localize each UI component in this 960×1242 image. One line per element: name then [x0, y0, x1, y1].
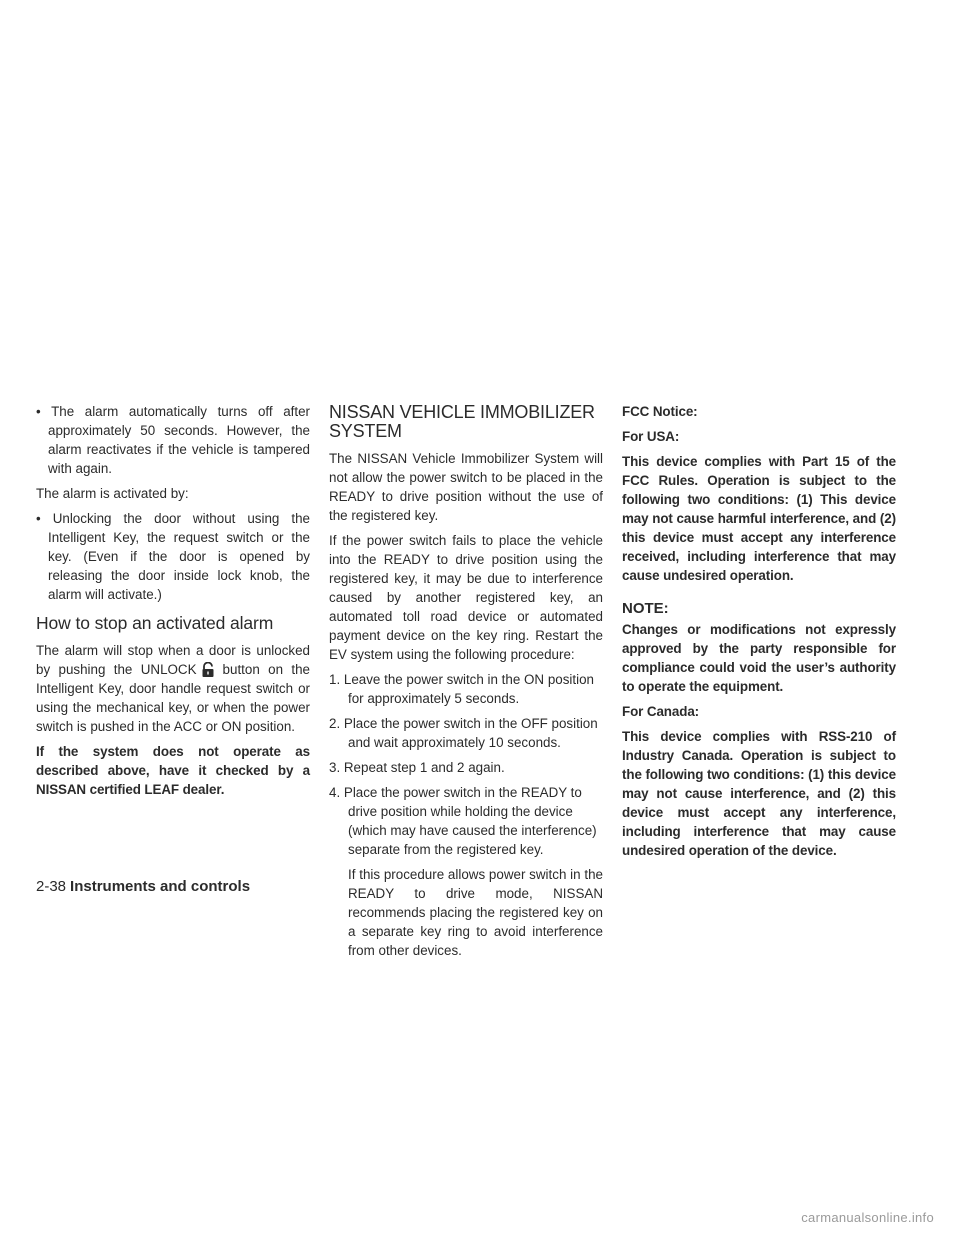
watermark: carmanualsonline.info: [801, 1210, 934, 1225]
heading-stop-alarm: How to stop an activated alarm: [36, 613, 274, 633]
procedure-followup: If this procedure allows power switch in the READY to drive mode, NISSAN recommends placing the registered key on a separate key ring to avoid interference from other devices.: [348, 867, 603, 958]
canada-compliance-text: This device complies with RSS-210 of Industry Canada. Operation is subject to the following two conditions: (1) this device may not cause interference, and (2) this device must accept any interference, including interference that may cause undesired operation of the device.: [622, 729, 896, 858]
procedure-step: 3. Repeat step 1 and 2 again.: [329, 760, 505, 775]
immobilizer-para-2: If the power switch fails to place the vehicle into the READY to drive position using the registered key, it may be due to interference caused by another registered key, an automated toll road device or automated payment device on the key ring. Restart the EV system using the following procedure:: [329, 533, 603, 662]
bullet-alarm-timeout: • The alarm automatically turns off after approximately 50 seconds. However, the alarm reactivates if the vehicle is tampered with again.: [36, 404, 311, 476]
note-title: NOTE:: [622, 600, 669, 617]
column-middle: [329, 402, 603, 966]
unlock-icon: [201, 662, 215, 677]
for-canada-label: For Canada:: [622, 704, 700, 719]
section-title: Instruments and controls: [70, 878, 251, 895]
alarm-activated-by: The alarm is activated by:: [36, 486, 189, 501]
column-left: [36, 402, 310, 805]
procedure-step: 2. Place the power switch in the OFF position and wait approximately 10 seconds.: [329, 716, 598, 750]
usa-compliance-text: This device complies with Part 15 of the FCC Rules. Operation is subject to the following two conditions: (1) This device may not cause harmful interference, and (2) this device must accept any interference received, including interference that may cause undesired operation.: [622, 454, 896, 583]
immobilizer-para-1: The NISSAN Vehicle Immobilizer System will not allow the power switch to be placed in the READY to drive position without the use of the registered key.: [329, 451, 603, 523]
bullet-unlocking-door: • Unlocking the door without using the Intelligent Key, the request switch or the key. (Even if the door is opened by releasing the door inside lock knob, the alarm will activate.): [36, 511, 310, 602]
note-text: Changes or modifications not expressly approved by the party responsible for compliance could void the user’s authority to operate the equipment.: [622, 622, 896, 694]
page-footer: [36, 878, 250, 895]
for-usa-label: For USA:: [622, 429, 680, 444]
column-right: [622, 402, 896, 866]
heading-immobilizer: NISSAN VEHICLE IMMOBILIZER SYSTEM: [329, 402, 595, 441]
procedure-step: 1. Leave the power switch in the ON position for approximately 5 seconds.: [329, 672, 594, 706]
page-number: 2-38: [36, 878, 67, 895]
procedure-step: 4. Place the power switch in the READY to drive position while holding the device (which may have caused the interference) separate from the registered key.: [329, 785, 597, 857]
stop-alarm-text: The alarm will stop when a door is unlocked by pushing the UNLOCK button on the Intelligent Key, door handle request switch or using the mechanical key, or when the power switch is pushed in the ACC or ON position.: [36, 643, 310, 734]
fcc-notice-title: FCC Notice:: [622, 404, 698, 419]
warning-text: If the system does not operate as described above, have it checked by a NISSAN certified LEAF dealer.: [36, 744, 310, 797]
